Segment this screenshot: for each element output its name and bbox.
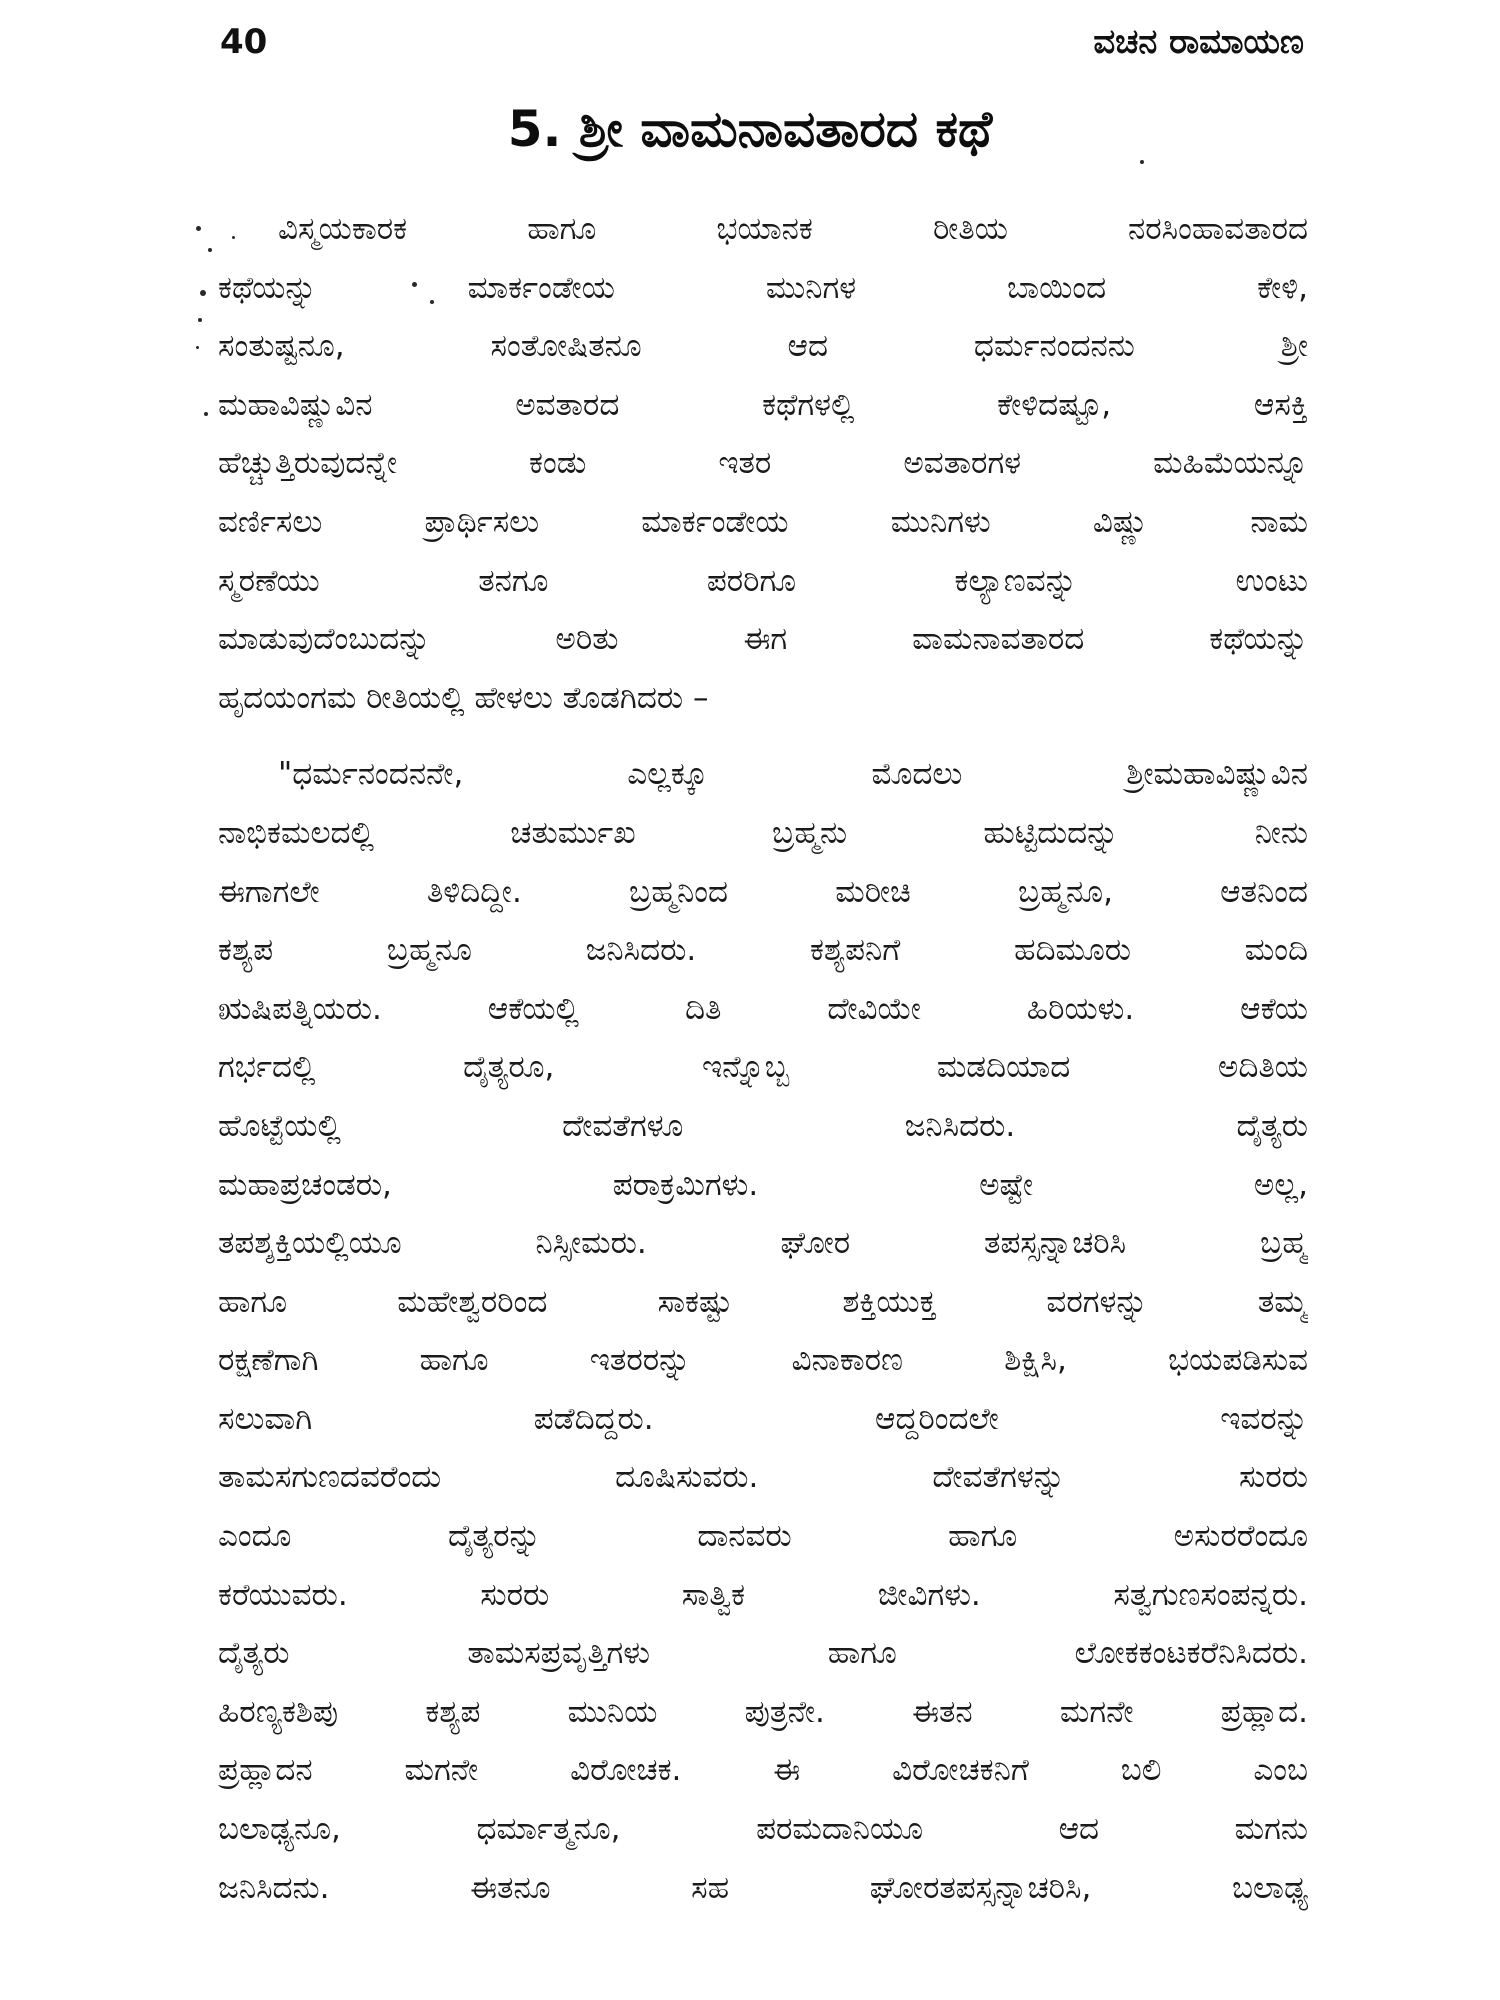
- text-line: "ಧರ್ಮನಂದನನೇ, ಎಲ್ಲಕ್ಕೂ ಮೊದಲು ಶ್ರೀಮಹಾವಿಷ್ಣುವಿನ: [278, 756, 1308, 793]
- text-line: ಮಹಾಪ್ರಚಂಡರು, ಪರಾಕ್ರಮಿಗಳು. ಅಷ್ಟೇ ಅಲ್ಲ,: [218, 1166, 1308, 1203]
- text-line: ಕಥೆಯನ್ನು ಮಾರ್ಕಂಡೇಯ ಮುನಿಗಳ ಬಾಯಿಂದ ಕೇಳಿ,: [218, 269, 1308, 306]
- chapter-title: 5. ಶ್ರೀ ವಾಮನಾವತಾರದ ಕಥೆ: [507, 100, 993, 158]
- paragraph-gap: [218, 727, 1308, 745]
- ink-speck: [1140, 160, 1144, 164]
- ink-speck: [196, 346, 199, 349]
- text-line: ಎಂದೂ ದೈತ್ಯರನ್ನು ದಾನವರು ಹಾಗೂ ಅಸುರರೆಂದೂ: [218, 1518, 1308, 1555]
- body-text: [218, 200, 1308, 1917]
- text-line: ಹೆಚ್ಚುತ್ತಿರುವುದನ್ನೇ ಕಂಡು ಇತರ ಅವತಾರಗಳ ಮಹಿಮೆಯನ್ನೂ: [218, 445, 1308, 482]
- ink-speck: [198, 318, 202, 322]
- text-line: ಸ್ಮರಣೆಯು ತನಗೂ ಪರರಿಗೂ ಕಲ್ಯಾಣವನ್ನು ಉಂಟು: [218, 562, 1308, 599]
- text-line: ಹೃದಯಂಗಮ ರೀತಿಯಲ್ಲಿ ಹೇಳಲು ತೊಡಗಿದರು –: [218, 679, 709, 716]
- text-line: ವರ್ಣಿಸಲು ಪ್ರಾರ್ಥಿಸಲು ಮಾರ್ಕಂಡೇಯ ಮುನಿಗಳು ವಿಷ್ಣು ನಾಮ: [218, 503, 1308, 540]
- text-line: ಕರೆಯುವರು. ಸುರರು ಸಾತ್ವಿಕ ಜೀವಿಗಳು. ಸತ್ವಗುಣಸಂಪನ್ನರು.: [218, 1576, 1308, 1613]
- text-line: ಹೊಟ್ಟೆಯಲ್ಲಿ ದೇವತೆಗಳೂ ಜನಿಸಿದರು. ದೈತ್ಯರು: [218, 1107, 1308, 1144]
- text-line: ಪ್ರಹ್ಲಾದನ ಮಗನೇ ವಿರೋಚಕ. ಈ ವಿರೋಚಕನಿಗೆ ಬಲಿ ಎಂಬ: [218, 1752, 1308, 1789]
- text-line: ದೈತ್ಯರು ತಾಮಸಪ್ರವೃತ್ತಿಗಳು ಹಾಗೂ ಲೋಕಕಂಟಕರೆನಿಸಿದರು.: [218, 1635, 1308, 1672]
- paragraph-2: [218, 745, 1308, 1917]
- running-head: ವಚನ ರಾಮಾಯಣ: [1093, 22, 1304, 62]
- text-line: ಮಾಡುವುದೆಂಬುದನ್ನು ಅರಿತು ಈಗ ವಾಮನಾವತಾರದ ಕಥೆಯನ್ನು: [218, 621, 1308, 658]
- text-line: ಬಲಾಢ್ಯನೂ, ಧರ್ಮಾತ್ಮನೂ, ಪರಮದಾನಿಯೂ ಆದ ಮಗನು: [218, 1811, 1308, 1848]
- text-line: ಗರ್ಭದಲ್ಲಿ ದೈತ್ಯರೂ, ಇನ್ನೊಬ್ಬ ಮಡದಿಯಾದ ಅದಿತಿಯ: [218, 1049, 1308, 1086]
- ink-speck: [200, 290, 206, 296]
- ink-speck: [204, 412, 208, 416]
- text-line: ಹಿರಣ್ಯಕಶಿಪು ಕಶ್ಯಪ ಮುನಿಯ ಪುತ್ರನೇ. ಈತನ ಮಗನೇ ಪ್ರಹ್ಲಾದ.: [218, 1693, 1308, 1730]
- text-line: ಮಹಾವಿಷ್ಣುವಿನ ಅವತಾರದ ಕಥೆಗಳಲ್ಲಿ ಕೇಳಿದಷ್ಟೂ, ಆಸಕ್ತಿ: [218, 386, 1308, 423]
- paragraph-1: [218, 200, 1308, 727]
- ink-speck: [208, 248, 212, 252]
- text-line: ಋಷಿಪತ್ನಿಯರು. ಆಕೆಯಲ್ಲಿ ದಿತಿ ದೇವಿಯೇ ಹಿರಿಯಳು. ಆಕೆಯ: [218, 990, 1308, 1027]
- text-line: ಸಂತುಷ್ಟನೂ, ಸಂತೋಷಿತನೂ ಆದ ಧರ್ಮನಂದನನು ಶ್ರೀ: [218, 328, 1308, 365]
- text-line: ರಕ್ಷಣೆಗಾಗಿ ಹಾಗೂ ಇತರರನ್ನು ವಿನಾಕಾರಣ ಶಿಕ್ಷಿಸಿ, ಭಯಪಡಿಸುವ: [218, 1342, 1308, 1379]
- text-line: ತಪಶ್ಶಕ್ತಿಯಲ್ಲಿಯೂ ನಿಸ್ಸೀಮರು. ಘೋರ ತಪಸ್ಸನ್ನಾಚರಿಸಿ ಬ್ರಹ್ಮ: [218, 1225, 1308, 1262]
- page-number: 40: [220, 22, 268, 62]
- text-line: ನಾಭಿಕಮಲದಲ್ಲಿ ಚತುರ್ಮುಖ ಬ್ರಹ್ಮನು ಹುಟ್ಟಿದುದನ್ನು ನೀನು: [218, 814, 1308, 851]
- text-line: ತಾಮಸಗುಣದವರೆಂದು ದೂಷಿಸುವರು. ದೇವತೆಗಳನ್ನು ಸುರರು: [218, 1459, 1308, 1496]
- ink-speck: [196, 226, 201, 231]
- text-line: ಕಶ್ಯಪ ಬ್ರಹ್ಮನೂ ಜನಿಸಿದರು. ಕಶ್ಯಪನಿಗೆ ಹದಿಮೂರು ಮಂದಿ: [218, 932, 1308, 969]
- text-line: ಈಗಾಗಲೇ ತಿಳಿದಿದ್ದೀ. ಬ್ರಹ್ಮನಿಂದ ಮರೀಚಿ ಬ್ರಹ್ಮನೂ, ಆತನಿಂದ: [218, 873, 1308, 910]
- text-line: ಹಾಗೂ ಮಹೇಶ್ವರರಿಂದ ಸಾಕಷ್ಟು ಶಕ್ತಿಯುಕ್ತ ವರಗಳನ್ನು ತಮ್ಮ: [218, 1283, 1308, 1320]
- text-line: ವಿಸ್ಮಯಕಾರಕ ಹಾಗೂ ಭಯಾನಕ ರೀತಿಯ ನರಸಿಂಹಾವತಾರದ: [278, 211, 1308, 247]
- text-line: ಸಲುವಾಗಿ ಪಡೆದಿದ್ದರು. ಆದ್ದರಿಂದಲೇ ಇವರನ್ನು: [218, 1400, 1308, 1437]
- text-line: ಜನಿಸಿದನು. ಈತನೂ ಸಹ ಘೋರತಪಸ್ಸನ್ನಾಚರಿಸಿ, ಬಲಾಢ್ಯ: [218, 1869, 1308, 1906]
